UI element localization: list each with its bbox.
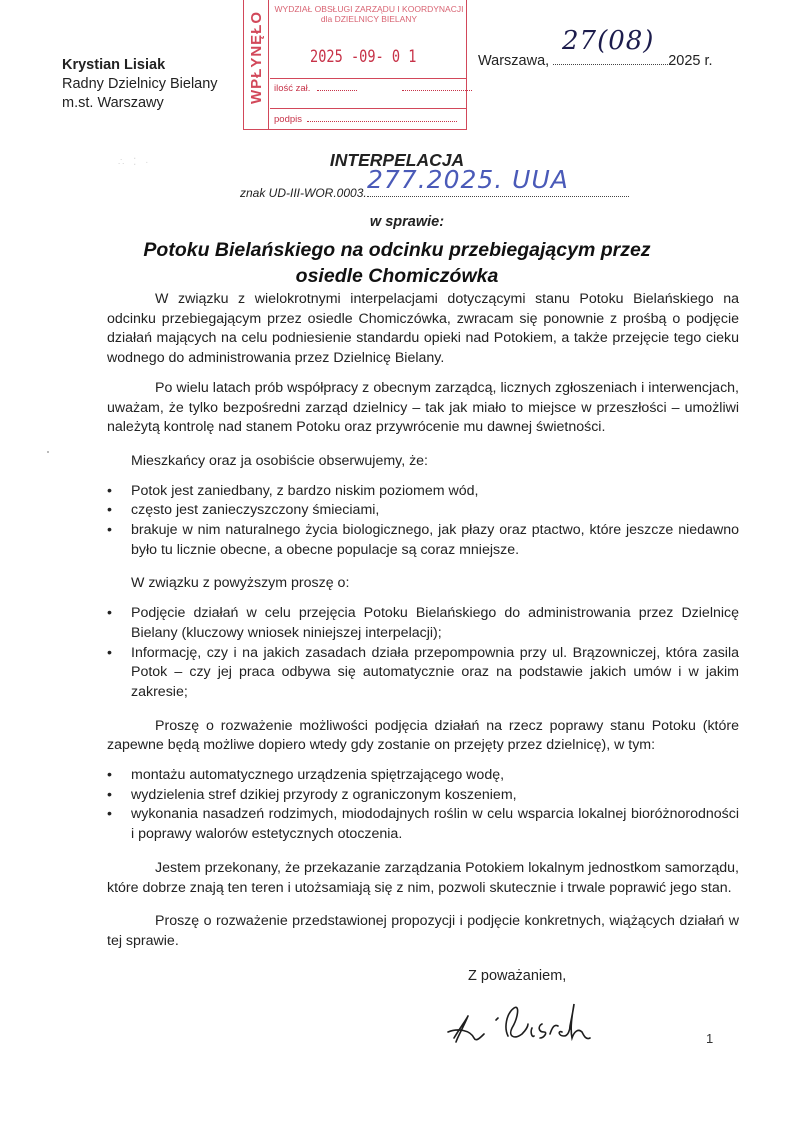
handwritten-date: 27(08) xyxy=(562,26,655,56)
bullet-icon: • xyxy=(107,644,112,661)
sender-name: Krystian Lisiak xyxy=(62,57,166,73)
stamp-signature-label: podpis xyxy=(274,114,302,125)
stamp-dots xyxy=(317,83,357,91)
list-item-text: Informację, czy i na jakich zasadach działa przepompownia przy ul. Brązowniczej, która zasila Potok – czy jej praca odbywa się automatycznie oraz na podstawie jakich umów i w jakim zakresie; xyxy=(131,644,739,700)
bullet-icon: • xyxy=(107,605,112,622)
body-paragraph: Proszę o rozważenie przedstawionej propozycji i podjęcie konkretnych, wiążących działań w tej sprawie. xyxy=(107,913,739,949)
page-number: 1 xyxy=(706,1031,714,1046)
body-paragraph: Po wielu latach prób współpracy z obecnym zarządcą, licznych zgłoszeniach i interwencjach, uważam, że tylko bezpośredni zarząd dzielnicy – tak jak miało to miejsce w przeszłości – umożliwi należytą kontrolę nad stanem Potoku oraz przywrócenie mu dawnej świetności. xyxy=(107,379,739,436)
list-item xyxy=(107,766,739,786)
list-item-text: wykonania nasadzeń rodzimych, miododajnych roślin w celu wsparcia lokalnej bioróżnorodności i poprawy walorów estetycznych otoczenia. xyxy=(131,806,739,843)
stamp-dots xyxy=(402,83,472,91)
requests-list xyxy=(107,604,739,703)
stamp-divider xyxy=(270,78,466,79)
list-item xyxy=(107,786,739,806)
document-subject xyxy=(0,237,794,289)
closing-salutation: Z poważaniem, xyxy=(468,968,567,984)
bullet-icon: • xyxy=(107,482,112,499)
stamp-divider xyxy=(270,108,466,109)
stamp-received-label: WPŁYNĘŁO xyxy=(248,11,265,104)
list-item-text: Potok jest zaniedbany, z bardzo niskim poziomem wód, xyxy=(131,482,479,499)
bullet-icon: • xyxy=(107,767,112,784)
list-item-text: brakuje w nim naturalnego życia biologicznego, jak płazy oraz ptactwo, które jeszcze niedawno było tu licznie obecne, a obecne populacje są coraz mniejsze. xyxy=(131,522,739,558)
bullet-icon: • xyxy=(107,806,112,823)
observations-list xyxy=(107,482,739,561)
stamp-department-line2: dla DZIELNICY BIELANY xyxy=(320,14,418,24)
body-paragraph: Proszę o rozważenie możliwości podjęcia działań na rzecz poprawy stanu Potoku (które zapewne będą możliwe dopiero wtedy gdy zostanie on przejęty przez dzielnicę), w tym: xyxy=(107,717,739,754)
sender-city: m.st. Warszawy xyxy=(62,95,164,111)
document-title-text: INTERPELACJA xyxy=(329,150,465,170)
receipt-stamp xyxy=(243,0,467,130)
scan-smudge: ∴ ⁚ · xyxy=(118,157,152,168)
bullet-icon: • xyxy=(107,786,112,803)
body-paragraph: Jestem przekonany, że przekazanie zarządzania Potokiem lokalnym jednostkom samorządu, które dobrze znają ten teren i utożsamiają się z nim, pozwoli skutecznie i trwale poprawić jego stan. xyxy=(107,859,739,896)
reference-prefix: znak UD-III-WOR.0003. xyxy=(240,186,367,200)
date-prefix: Warszawa, xyxy=(478,53,554,69)
list-item xyxy=(107,644,739,703)
sender-role: Radny Dzielnicy Bielany xyxy=(62,76,218,92)
sender-block xyxy=(62,56,218,113)
stamp-department xyxy=(274,4,464,24)
handwritten-reference: 277.2025. UUA xyxy=(367,165,569,194)
stamp-vertical-column xyxy=(244,0,269,129)
observations-intro: Mieszkańcy oraz ja osobiście obserwujemy, że: xyxy=(131,452,429,469)
measures-list xyxy=(107,766,739,845)
regarding-label: w sprawie: xyxy=(369,214,445,230)
list-item xyxy=(107,482,739,502)
stamp-attachments-row xyxy=(274,83,472,94)
body-paragraph: W związku z wielokrotnymi interpelacjami dotyczącymi stanu Potoku Bielańskiego na odcinku przebiegającym przez osiedle Chomiczówka, zwracam się ponownie z prośbą o podjęcie działań mających na celu podniesienie standardu opieki nad Potokiem, a także przejęcie tego cieku wodnego do administrowania przez Dzielnicę Bielany. xyxy=(107,291,739,367)
scan-speck xyxy=(47,451,49,453)
date-year: 2025 r. xyxy=(668,53,713,69)
list-item xyxy=(107,501,739,521)
bullet-icon: • xyxy=(107,522,112,539)
list-item-text: Podjęcie działań w celu przejęcia Potoku Bielańskiego do administrowania przez Dzielnicę Bielany (kluczowy wniosek niniejszej interpelacji); xyxy=(131,605,739,641)
stamp-dots xyxy=(307,114,457,122)
stamp-attachments-label: ilość zał. xyxy=(274,83,311,94)
requests-intro: W związku z powyższym proszę o: xyxy=(131,575,350,592)
list-item-text: montażu automatycznego urządzenia spiętrzającego wodę, xyxy=(131,767,505,784)
signature-icon xyxy=(446,998,616,1053)
subject-line1: Potoku Bielańskiego na odcinku przebiegającym przez xyxy=(143,239,651,261)
list-item xyxy=(107,604,739,643)
subject-line2: osiedle Chomiczówka xyxy=(295,265,499,287)
document-body xyxy=(107,290,739,962)
list-item xyxy=(107,805,739,844)
stamp-date: 2025 -09- 0 1 xyxy=(310,47,417,67)
list-item-text: wydzielenia stref dzikiej przyrody z ograniczonym koszeniem, xyxy=(131,786,517,803)
stamp-department-line1: WYDZIAŁ OBSŁUGI ZARZĄDU I KOORDYNACJI xyxy=(274,4,464,14)
stamp-signature-row xyxy=(274,114,457,125)
list-item-text: często jest zanieczyszczony śmieciami, xyxy=(131,502,380,519)
list-item xyxy=(107,521,739,560)
bullet-icon: • xyxy=(107,502,112,519)
